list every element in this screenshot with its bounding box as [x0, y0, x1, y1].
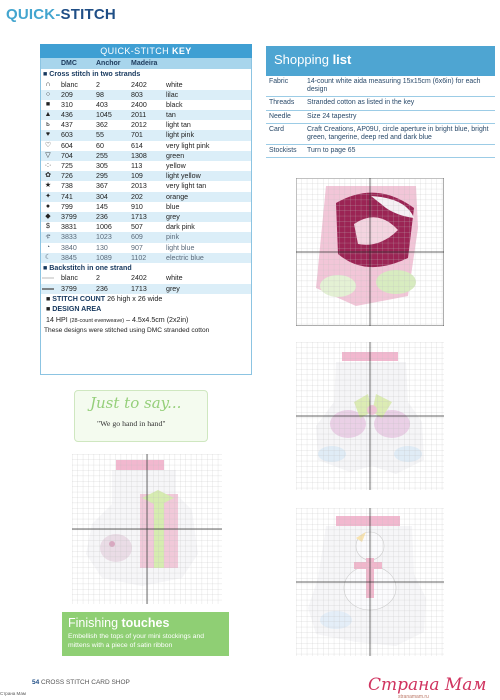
anchor-code: 255	[96, 151, 108, 160]
key-row	[40, 181, 252, 191]
key-note: These designs were stitched using DMC stranded cotton	[44, 327, 210, 335]
chart-hat	[296, 178, 444, 326]
key-row	[40, 192, 252, 202]
symbol-icon: ★	[44, 182, 52, 190]
symbol-icon: ▽	[45, 151, 51, 159]
color-name: very light pink	[166, 141, 210, 150]
shop-row: Stockists Turn to page 65	[266, 145, 495, 158]
symbol-icon: ○	[45, 90, 51, 98]
dmc-code: 603	[61, 131, 73, 140]
madeira-code: 910	[131, 202, 143, 211]
madeira-code: 2400	[131, 100, 147, 109]
page-title: QUICK-STITCH	[6, 6, 116, 23]
madeira-code: 507	[131, 223, 143, 232]
shop-row: Card Craft Creations, AP09U, circle aperture in bright blue, bright green, tangerine, deep red and dark blue	[266, 124, 495, 145]
color-name: light yellow	[166, 172, 201, 181]
madeira-code: 2402	[131, 80, 147, 89]
symbol-icon: ◔	[45, 243, 51, 251]
color-name: yellow	[166, 162, 186, 170]
dmc-code: 3831	[61, 223, 77, 232]
color-name: grey	[166, 212, 180, 221]
dmc-code: 799	[61, 202, 73, 211]
hpi-line: 14 HPI (28-count evenweave) – 4.5x4.5cm (2x2in)	[46, 315, 189, 324]
symbol-icon: ●	[45, 202, 51, 210]
key-row	[40, 232, 252, 242]
finishing-touches-box	[62, 612, 229, 656]
symbol-icon: ♡	[44, 141, 52, 149]
chart-snowman-stocking	[296, 508, 444, 656]
just-to-say-title: Just to say...	[90, 394, 182, 412]
chart-stocking-gift	[72, 454, 222, 604]
key-title: QUICK-STITCH KEY	[40, 44, 252, 58]
color-name: black	[166, 100, 183, 109]
symbol-icon: ✦	[45, 192, 51, 200]
key-row	[40, 130, 252, 140]
symbol-icon: ◆	[45, 212, 51, 220]
key-row	[40, 151, 252, 161]
madeira-code: 1308	[131, 151, 147, 160]
section-cross-stitch: ■ Cross stitch in two strands	[43, 70, 141, 78]
key-row	[40, 253, 252, 263]
key-row	[40, 100, 252, 110]
madeira-code: 609	[131, 233, 143, 242]
dmc-code: 738	[61, 182, 73, 191]
anchor-code: 55	[96, 131, 104, 140]
madeira-code: 614	[131, 141, 143, 150]
shop-row: Needle Size 24 tapestry	[266, 111, 495, 124]
anchor-code: 1089	[96, 253, 112, 262]
dmc-code: 436	[61, 111, 73, 120]
anchor-code: 305	[96, 162, 108, 170]
anchor-code: 295	[96, 172, 108, 181]
madeira-code: 803	[131, 90, 143, 99]
key-row	[40, 202, 252, 212]
backstitch-row: 3799 236 1713 grey	[40, 284, 252, 294]
key-row	[40, 90, 252, 100]
anchor-code: 367	[96, 182, 108, 191]
madeira-code: 202	[131, 192, 143, 201]
chart-mittens	[296, 342, 444, 490]
symbol-icon: ♥	[45, 131, 51, 139]
madeira-code: 701	[131, 131, 143, 140]
shop-row: Fabric 14-count white aida measuring 15x15cm (6x6in) for each design	[266, 76, 495, 97]
color-name: electric blue	[166, 253, 204, 262]
color-name: light pink	[166, 131, 194, 140]
key-row	[40, 141, 252, 151]
dmc-code: 725	[61, 162, 73, 170]
madeira-code: 109	[131, 172, 143, 181]
stitch-key	[40, 44, 252, 375]
anchor-code: 304	[96, 192, 108, 201]
key-row	[40, 80, 252, 90]
anchor-code: 130	[96, 243, 108, 252]
white-line-icon	[40, 273, 54, 283]
shopping-list	[266, 46, 495, 158]
design-area: ■ DESIGN AREA	[46, 305, 102, 314]
anchor-code: 403	[96, 100, 108, 109]
madeira-code: 907	[131, 243, 143, 252]
key-row	[40, 161, 252, 171]
anchor-code: 98	[96, 90, 104, 99]
dmc-code: 3799	[61, 212, 77, 221]
color-name: blue	[166, 202, 180, 211]
anchor-code: 145	[96, 202, 108, 211]
anchor-code: 1006	[96, 223, 112, 232]
symbol-icon: ■	[45, 100, 51, 108]
key-rows	[40, 80, 252, 263]
dmc-code: 704	[61, 151, 73, 160]
dmc-code: 726	[61, 172, 73, 181]
madeira-code: 1713	[131, 212, 147, 221]
madeira-code: 1102	[131, 253, 147, 262]
color-name: very light tan	[166, 182, 207, 191]
color-name: pink	[166, 233, 180, 242]
dmc-code: 310	[61, 100, 73, 109]
dmc-code: 741	[61, 192, 73, 201]
symbol-icon: ∩	[45, 80, 51, 88]
grey-line-icon	[40, 284, 54, 294]
shop-row: Threads Stranded cotton as listed in the key	[266, 97, 495, 110]
dmc-code: 3845	[61, 253, 77, 262]
madeira-code: 2013	[131, 182, 147, 191]
dmc-code: 3833	[61, 233, 77, 242]
dmc-code: 209	[61, 90, 73, 99]
madeira-code: 2011	[131, 111, 147, 120]
symbol-icon: ቲ	[45, 233, 51, 241]
anchor-code: 2	[96, 80, 100, 89]
dmc-code: blanc	[61, 80, 78, 89]
color-name: dark pink	[166, 223, 195, 232]
color-name: light blue	[166, 243, 195, 252]
anchor-code: 1023	[96, 233, 112, 242]
symbol-icon: ь	[46, 121, 50, 129]
key-row	[40, 171, 252, 181]
anchor-code: 236	[96, 212, 108, 221]
color-name: white	[166, 80, 183, 89]
madeira-code: 113	[131, 162, 143, 170]
color-name: lilac	[166, 90, 179, 99]
finishing-text: Embellish the tops of your mini stockings and mittens with a piece of satin ribbon	[68, 633, 205, 649]
color-name: tan	[166, 111, 176, 120]
section-backstitch: ■ Backstitch in one strand	[43, 263, 132, 272]
key-row	[40, 222, 252, 232]
dmc-code: 604	[61, 141, 73, 150]
color-name: orange	[166, 192, 189, 201]
dmc-code: 437	[61, 121, 73, 130]
color-name: green	[166, 151, 185, 160]
anchor-code: 60	[96, 141, 104, 150]
shopping-title: Shopping list	[266, 46, 495, 76]
dmc-code: 3840	[61, 243, 77, 252]
symbol-icon: ·:·	[44, 162, 52, 169]
page-footer: 54 CROSS STITCH CARD SHOP	[32, 679, 130, 686]
watermark-sub: stranamam.ru	[398, 694, 429, 700]
symbol-icon: ▲	[44, 111, 52, 119]
key-row	[40, 243, 252, 253]
backstitch-row: blanc 2 2402 white	[40, 273, 252, 283]
symbol-icon: ☾	[44, 253, 52, 261]
stitch-count: ■ STITCH COUNT 26 high x 26 wide	[46, 294, 163, 303]
anchor-code: 362	[96, 121, 108, 130]
key-row	[40, 212, 252, 222]
corner-stamp: Страна Мам	[0, 691, 26, 696]
key-row	[40, 120, 252, 130]
just-to-say-quote: "We go hand in hand"	[97, 419, 166, 428]
madeira-code: 2012	[131, 121, 147, 130]
symbol-icon: ✿	[45, 172, 51, 180]
key-row	[40, 110, 252, 120]
watermark: Страна Мам	[368, 675, 487, 695]
color-name: light tan	[166, 121, 191, 130]
key-column-headers: DMC Anchor Madeira	[40, 58, 252, 69]
finishing-title: Finishing touches	[68, 616, 170, 630]
anchor-code: 1045	[96, 111, 112, 120]
symbol-icon: $	[46, 223, 50, 231]
